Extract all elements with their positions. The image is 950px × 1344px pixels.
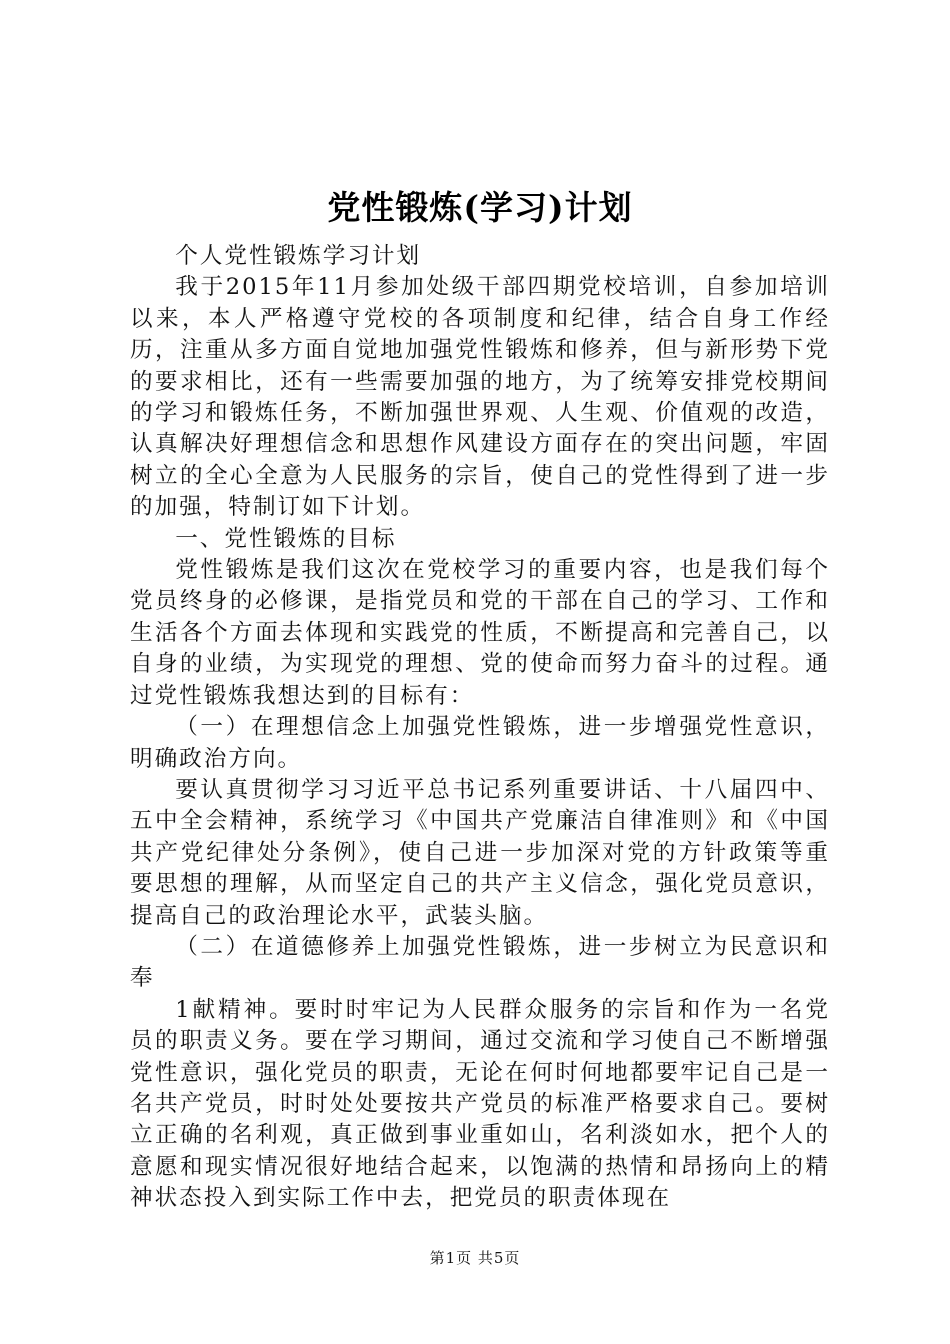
goals-paragraph: 党性锻炼是我们这次在党校学习的重要内容，也是我们每个党员终身的必修课，是指党员和党的干部在自己的学习、工作和生活各个方面去体现和实践党的性质，不断提高和完善自己，以自身的业绩，为实现党的理想、党的使命而努力奋斗的过程。通过党性锻炼我想达到的目标有： [130,557,830,709]
subsection-heading-1: （一）在理想信念上加强党性锻炼，进一步增强党性意识，明确政治方向。 [130,714,830,772]
subsection-heading-2: （二）在道德修养上加强党性锻炼，进一步树立为民意识和奉 [130,933,830,992]
subsection-1-paragraph: 要认真贯彻学习习近平总书记系列重要讲话、十八届四中、五中全会精神，系统学习《中国共产党廉洁自律准则》和《中国共产党纪律处分条例》，使自己进一步加深对党的方针政策等重要思想的理解，从而坚定自己的共产主义信念，强化党员意识，提高自己的政治理论水平，武装头脑。 [130,776,830,929]
document-body [130,241,830,1215]
document-title: 党性锻炼(学习)计划 [327,188,633,227]
subsection-2-paragraph: 1献精神。要时时牢记为人民群众服务的宗旨和作为一名党员的职责义务。要在学习期间，通过交流和学习使自己不断增强党性意识，强化党员的职责，无论在何时何地都要牢记自己是一名共产党员，时时处处要按共产党员的标准严格要求自己。要树立正确的名利观，真正做到事业重如山，名利淡如水，把个人的意愿和现实情况很好地结合起来，以饱满的热情和昂扬向上的精神状态投入到实际工作中去，把党员的职责体现在 [130,996,830,1212]
document-page [130,185,830,1215]
page-footer: 第1页 共5页 [429,1249,521,1267]
subtitle-paragraph: 个人党性锻炼学习计划 [175,243,422,269]
intro-paragraph: 我于2015年11月参加处级干部四期党校培训，自参加培训以来，本人严格遵守党校的各项制度和纪律，结合自身工作经历，注重从多方面自觉地加强党性锻炼和修养，但与新形势下党的要求相比，还有一些需要加强的地方，为了统筹安排党校期间的学习和锻炼任务，不断加强世界观、人生观、价值观的改造，认真解决好理想信念和思想作风建设方面存在的突出问题，牢固树立的全心全意为人民服务的宗旨，使自己的党性得到了进一步的加强，特制订如下计划。 [130,274,830,521]
section-heading-goals: 一、党性锻炼的目标 [175,525,397,552]
